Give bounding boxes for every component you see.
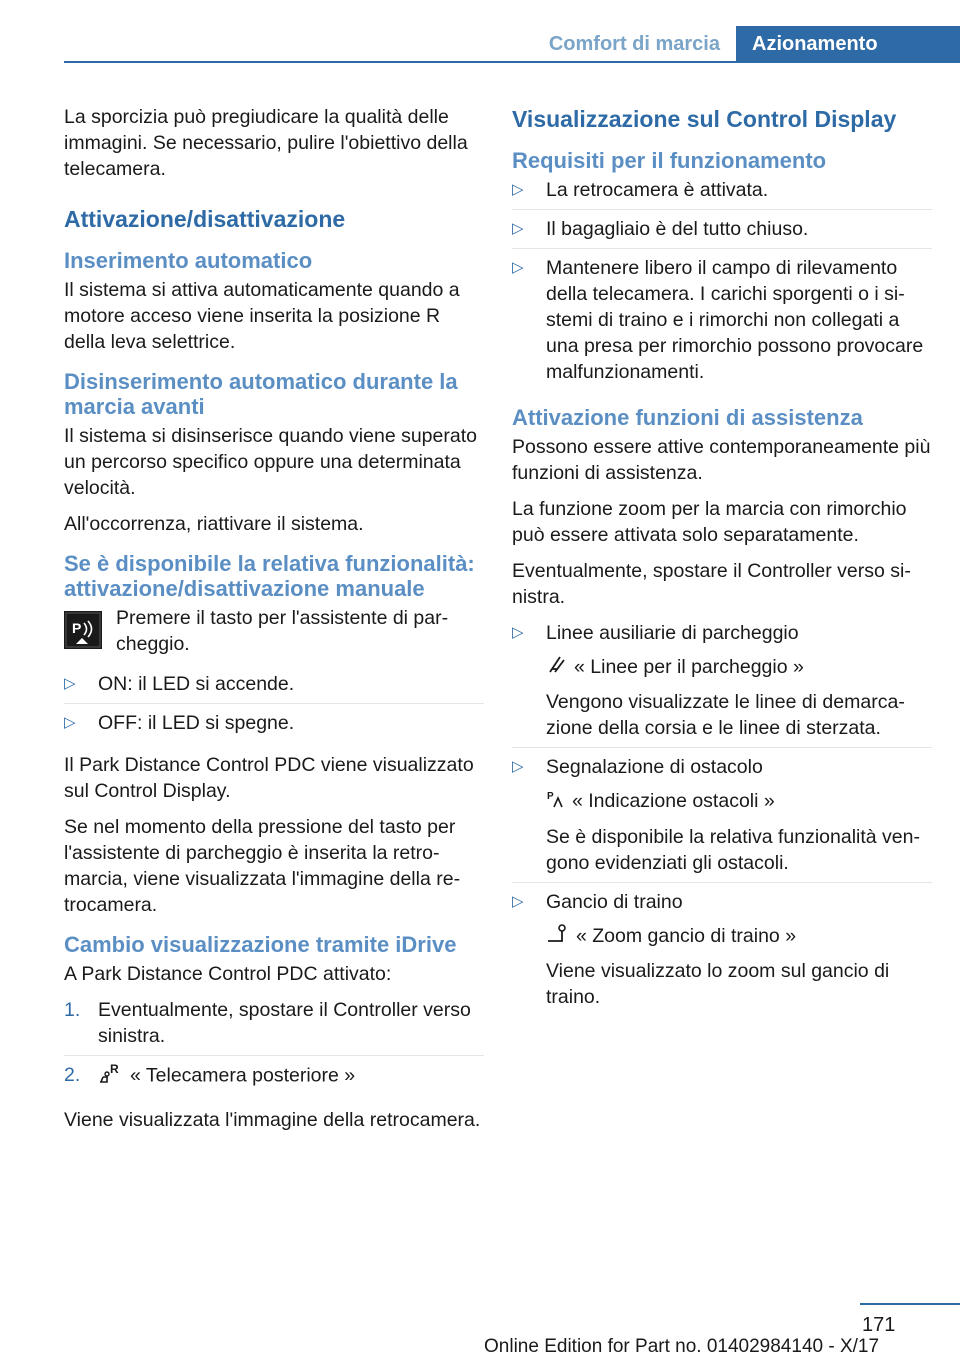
svg-text:R: R bbox=[110, 1062, 119, 1076]
page-number: 171 bbox=[862, 1314, 896, 1336]
triangle-bullet-icon: ▷ bbox=[512, 220, 524, 237]
parking-lines-icon bbox=[546, 654, 566, 681]
header-section-label: Comfort di marcia bbox=[532, 26, 736, 62]
footer-rule bbox=[860, 1303, 960, 1305]
paragraph-result: Viene visualizzata l'immagine della retrocamera. bbox=[64, 1109, 481, 1131]
list-item: ▷ ON: il LED si accende. bbox=[64, 673, 295, 695]
svg-text:P: P bbox=[547, 790, 554, 802]
paragraph-idrive: A Park Distance Control PDC attivato: bbox=[64, 963, 392, 985]
paragraph-assist-1: Possono essere attive contemporaneamente più funzioni di assistenza. bbox=[512, 436, 931, 484]
triangle-bullet-icon: ▷ bbox=[512, 181, 524, 198]
heading-activation: Attivazione/disattivazione bbox=[64, 206, 346, 232]
steps-list bbox=[64, 997, 484, 1097]
triangle-bullet-icon: ▷ bbox=[512, 892, 524, 910]
heading-display: Visualizzazione sul Control Display bbox=[512, 106, 897, 132]
paragraph-press-button: Premere il tasto per l'assistente di parcheggio. bbox=[116, 607, 449, 655]
led-list bbox=[64, 671, 484, 742]
functions-list bbox=[512, 620, 932, 1016]
paragraph-pdc-shown: Il Park Distance Control PDC viene visualizzato sul Control Display. bbox=[64, 754, 474, 802]
heading-idrive: Cambio visualizzazione tramite iDrive bbox=[64, 932, 457, 957]
pdc-button-icon bbox=[64, 611, 102, 649]
paragraph-assist-3: Eventualmente, spostare il Controller verso sinistra. bbox=[512, 560, 911, 608]
right-column bbox=[512, 104, 932, 1026]
requirements-list bbox=[512, 177, 932, 391]
list-item: ▷ Segnalazione di ostacolo P « Indicazione ostacoli » Se è disponibile la relativa funzionalità vengono evidenziati gli ostacoli. bbox=[512, 747, 932, 881]
list-item: ▷ OFF: il LED si spegne. bbox=[64, 703, 484, 742]
heading-assist: Attivazione funzioni di assistenza bbox=[512, 405, 863, 430]
list-item: ▷ Gancio di traino « Zoom gancio di traino » Viene visualizzato lo zoom sul gancio di traino. bbox=[512, 882, 932, 1016]
triangle-bullet-icon: ▷ bbox=[64, 714, 76, 731]
heading-manual: Se è disponibile la relativa funzionalità: attivazione/disattivazione manuale bbox=[64, 551, 475, 601]
intro-paragraph: La sporcizia può pregiudicare la qualità delle immagini. Se necessario, pulire l'obiettivo della telecamera. bbox=[64, 106, 468, 180]
list-item: 1. Eventualmente, spostare il Controller verso sinistra. bbox=[64, 999, 471, 1047]
list-item: ▷ Mantenere libero il campo di rilevamento della telecamera. I carichi sporgenti o i sistemi di traino e i rimorchi non collegati a una presa per rimorchio possono provocare malfunzionamenti. bbox=[512, 248, 932, 391]
edition-footer: Online Edition for Part no. 01402984140 - X/17 bbox=[484, 1336, 880, 1357]
paragraph-assist-2: La funzione zoom per la marcia con rimorchio può essere attivata solo separatamente. bbox=[512, 498, 907, 546]
heading-requirements: Requisiti per il funzionamento bbox=[512, 148, 827, 173]
paragraph-auto-off: Il sistema si disinserisce quando viene superato un percorso specifico oppure una determinata velocità. bbox=[64, 425, 477, 499]
triangle-bullet-icon: ▷ bbox=[64, 675, 76, 692]
left-column bbox=[64, 104, 484, 1143]
list-item: ▷ Il bagagliaio è del tutto chiuso. bbox=[512, 209, 932, 248]
rear-camera-icon bbox=[98, 1062, 122, 1091]
paragraph-reverse-gear: Se nel momento della pressione del tasto per l'assistente di parcheggio è inserita la retromarcia, viene visualizzata l'immagine della retrocamera. bbox=[64, 816, 461, 916]
obstacle-icon bbox=[546, 789, 564, 816]
heading-auto-off: Disinserimento automatico durante la marcia avanti bbox=[64, 369, 458, 419]
list-item: ▷ La retrocamera è attivata. bbox=[512, 179, 769, 201]
paragraph-reactivate: All'occorrenza, riattivare il sistema. bbox=[64, 513, 364, 535]
list-item: ▷ Linee ausiliarie di parcheggio « Linee per il parcheggio » Vengono visualizzate le linee di demarcazione della corsia e le linee di sterzata. bbox=[512, 622, 905, 740]
header-chapter-tab: Azionamento bbox=[736, 26, 960, 62]
heading-auto-on: Inserimento automatico bbox=[64, 248, 313, 273]
paragraph-auto-on: Il sistema si attiva automaticamente quando a motore acceso viene inserita la posizione R della leva selettrice. bbox=[64, 279, 460, 353]
list-item: 2. R « Telecamera posteriore » bbox=[64, 1055, 484, 1097]
triangle-bullet-icon: ▷ bbox=[512, 259, 524, 276]
pdc-button-instruction bbox=[64, 605, 484, 657]
tow-hitch-icon bbox=[546, 923, 568, 950]
triangle-bullet-icon: ▷ bbox=[512, 624, 524, 641]
header-rule bbox=[64, 61, 960, 63]
triangle-bullet-icon: ▷ bbox=[512, 758, 524, 776]
svg-text:P: P bbox=[72, 620, 82, 636]
